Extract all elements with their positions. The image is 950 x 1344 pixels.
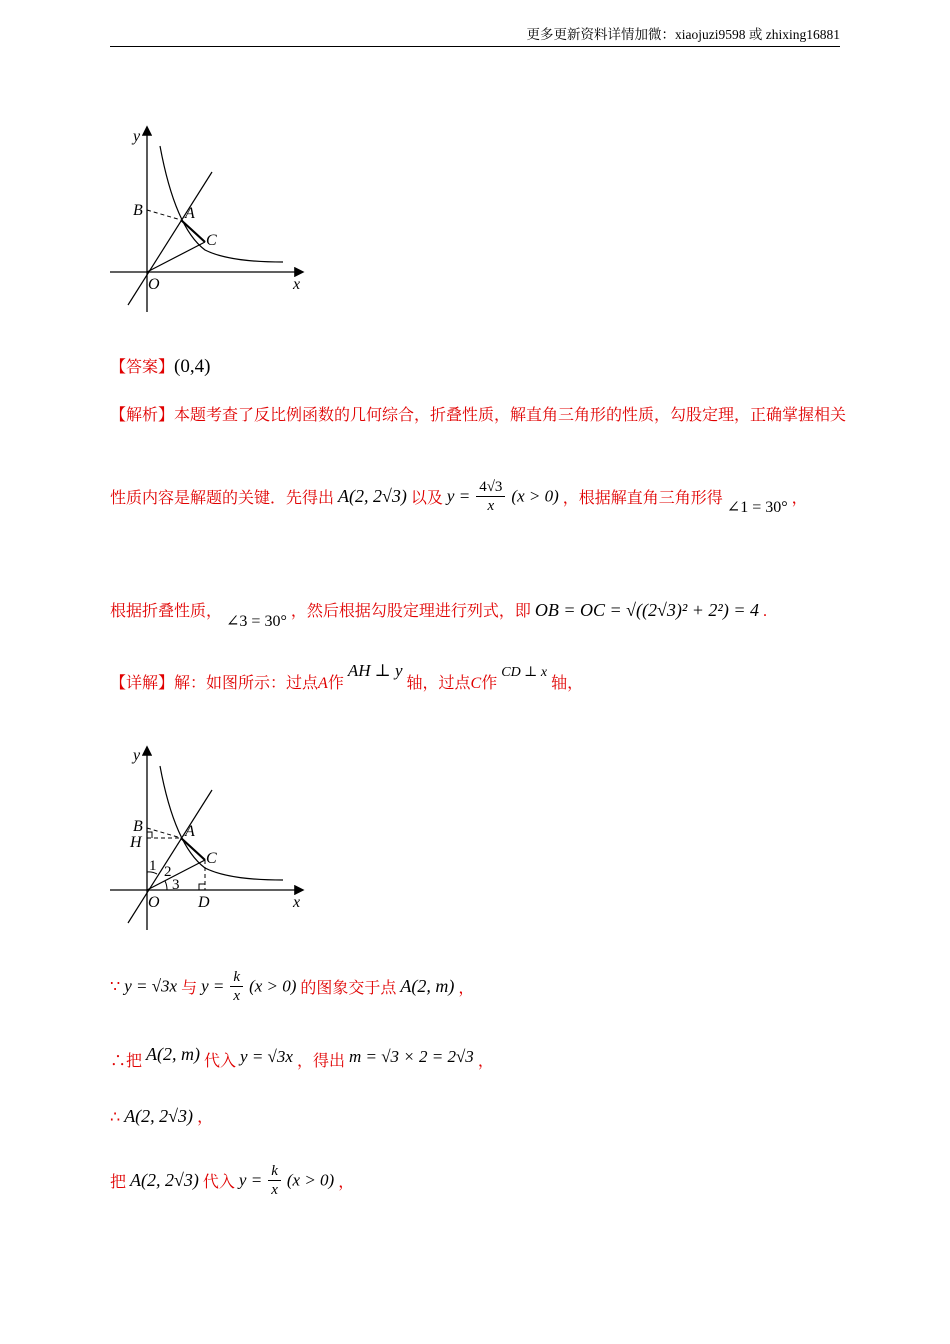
- label-angle-2: 2: [164, 864, 172, 880]
- step-4-sub: 代入: [202, 1174, 235, 1191]
- figure-2-graph: [108, 742, 308, 934]
- label-x: x: [293, 894, 301, 911]
- step-3: [110, 1104, 213, 1127]
- detail-point-C: C: [470, 675, 482, 692]
- function-fraction: $\frac{4√3}{x}$: [476, 478, 505, 515]
- angle-3-expr: ∠3 = 30°: [226, 613, 287, 630]
- cd-perp-expr: CD ⊥ x: [501, 665, 548, 680]
- analysis-line-1: [110, 402, 846, 425]
- analysis-text-2b: 以及: [410, 490, 443, 507]
- step-1-point: A(2, m): [400, 976, 455, 996]
- analysis-text-2a: 性质内容是解题的关键．先得出: [110, 490, 335, 507]
- analysis-line-2: [110, 478, 808, 524]
- answer-line: [110, 354, 210, 378]
- analysis-text-2c: ，根据解直角三角形得: [562, 490, 723, 507]
- step-2-get: ，得出: [296, 1053, 345, 1070]
- step-2: [110, 1044, 494, 1071]
- step-1-eq1: y = √3x: [124, 976, 178, 996]
- step-2-ba: 把: [126, 1053, 143, 1070]
- analysis-text-3-end: .: [762, 603, 767, 620]
- hyperbola-curve: [160, 766, 283, 880]
- detail-text-b: 作: [327, 675, 344, 692]
- step-4: [110, 1162, 354, 1206]
- step-1-end: ，: [458, 980, 475, 997]
- right-angle-H: [147, 832, 152, 838]
- step-1-text: 的图象交于点: [300, 980, 397, 997]
- point-A-expr: A(2, 2√3): [338, 486, 407, 506]
- therefore-sign-1: ∴: [110, 1053, 127, 1070]
- ob-formula: OB = OC = √((2√3)² + 2²) = 4: [534, 600, 759, 620]
- detail-line-1: [110, 661, 584, 693]
- figure-1-graph: [108, 122, 308, 317]
- answer-label: 【答案】: [110, 359, 175, 376]
- right-angle-D: [199, 884, 205, 890]
- label-B: B: [133, 202, 143, 219]
- step-2-result: m = √3 × 2 = 2√3: [348, 1047, 474, 1066]
- page-header: 更多更新资料详情加微：xiaojuzi9598 或 zhixing16881: [526, 27, 840, 42]
- detail-text-a: 解：如图所示：过点: [174, 675, 319, 692]
- header-rule: [110, 46, 840, 47]
- line-through-origin: [128, 172, 212, 305]
- step-1-with: 与: [181, 980, 198, 997]
- label-angle-1: 1: [149, 858, 157, 874]
- function-domain: (x > 0): [511, 486, 559, 506]
- step-3-end: ，: [197, 1109, 214, 1126]
- label-O: O: [148, 894, 160, 911]
- step-4-point: A(2, 2√3): [130, 1170, 199, 1190]
- ah-perp-expr: AH ⊥ y: [347, 661, 403, 680]
- detail-text-d: 作: [481, 675, 498, 692]
- step-1: [110, 968, 474, 1012]
- step-2-sub: 代入: [204, 1053, 237, 1070]
- therefore-sign-2: ∴: [110, 1109, 121, 1126]
- angle-arc-3: [165, 881, 167, 890]
- function-lhs: y =: [446, 486, 471, 506]
- step-1-domain: (x > 0): [249, 976, 297, 996]
- detail-point-A: A: [318, 675, 328, 692]
- hyperbola-curve: [160, 146, 283, 262]
- label-y: y: [133, 747, 141, 764]
- analysis-text-3b: ，然后根据勾股定理进行列式，即: [290, 603, 531, 620]
- label-A: A: [185, 823, 195, 840]
- label-x: x: [293, 276, 301, 293]
- analysis-text-1: 本题考查了反比例函数的几何综合，折叠性质，解直角三角形的性质，勾股定理，正确掌握相关: [174, 407, 847, 424]
- answer-value: (0,4): [174, 356, 211, 377]
- detail-label: 【详解】: [110, 675, 175, 692]
- label-B: B: [133, 818, 143, 835]
- step-4-ba: 把: [110, 1174, 127, 1191]
- detail-text-e: 轴，: [551, 675, 584, 692]
- label-angle-3: 3: [172, 877, 180, 893]
- step-2-eq: y = √3x: [240, 1047, 293, 1066]
- segment-BA-dashed: [147, 210, 181, 220]
- label-D: D: [198, 894, 210, 911]
- step-4-lhs: y =: [238, 1170, 263, 1190]
- step-4-fraction: $\frac{k}{x}$: [268, 1162, 281, 1199]
- because-sign: ∵: [110, 978, 121, 996]
- analysis-text-2-end: ，: [791, 490, 808, 507]
- analysis-line-3: [110, 598, 767, 630]
- step-3-point: A(2, 2√3): [124, 1106, 194, 1126]
- step-4-domain: (x > 0): [286, 1170, 335, 1190]
- analysis-label: 【解析】: [110, 407, 175, 424]
- label-O: O: [148, 276, 160, 293]
- analysis-text-3a: 根据折叠性质，: [110, 603, 223, 620]
- label-H: H: [130, 834, 142, 851]
- detail-text-c: 轴，过点: [406, 675, 471, 692]
- label-y: y: [133, 128, 141, 145]
- label-C: C: [206, 232, 217, 249]
- step-1-eq2-lhs: y =: [201, 976, 225, 996]
- step-2-point: A(2, m): [146, 1044, 201, 1064]
- angle-1-expr: ∠1 = 30°: [726, 499, 788, 517]
- step-1-fraction: $\frac{k}{x}$: [230, 968, 243, 1005]
- label-C: C: [206, 850, 217, 867]
- label-A: A: [185, 205, 195, 222]
- segment-OC: [147, 242, 205, 272]
- step-2-end: ，: [477, 1053, 494, 1070]
- step-4-end: ，: [338, 1174, 355, 1191]
